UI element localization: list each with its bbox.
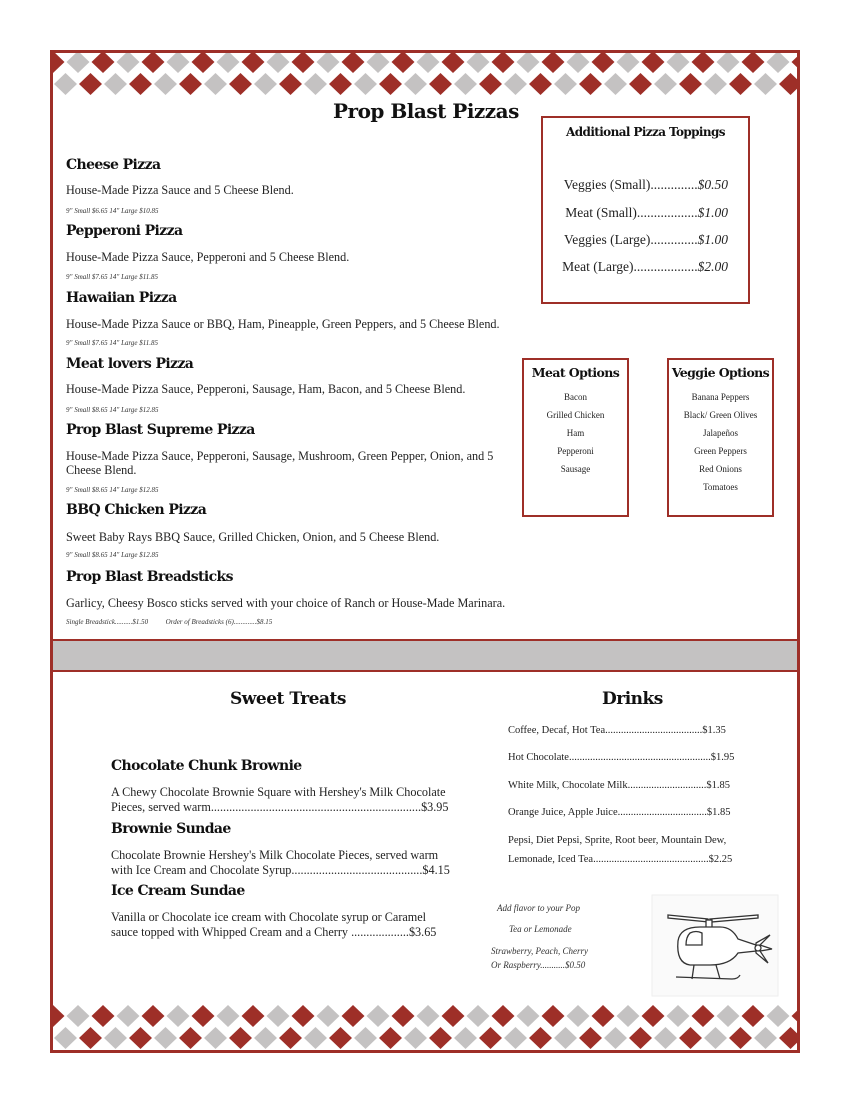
diamond-shape <box>354 73 377 95</box>
diamond-shape <box>204 1027 227 1049</box>
veggie-option: Black/ Green Olives <box>683 410 758 420</box>
drinks-title: Drinks <box>602 689 663 709</box>
diamond-shape <box>742 1005 765 1027</box>
diamond-shape <box>779 1027 797 1049</box>
meat-option: Pepperoni <box>557 446 594 456</box>
pizza-price: 9" Small $8.65 14" Large $12.85 <box>66 486 159 494</box>
meat-options-title: Meat Options <box>531 365 620 380</box>
topping-row <box>565 205 728 221</box>
diamond-shape <box>379 1027 402 1049</box>
bottom-diamond-band <box>53 1003 797 1050</box>
veggie-options-box <box>667 358 774 517</box>
diamond-shape <box>53 53 65 73</box>
diamond-shape <box>417 53 440 73</box>
diamond-shape <box>579 73 602 95</box>
drink-item: Hot Chocolate......................................................$1.95 <box>508 752 735 763</box>
diamond-shape <box>779 73 797 95</box>
flavor-note: Tea or Lemonade <box>509 924 572 934</box>
pizza-price: Single Breadstick..........$1.50 Order of Breadsticks (6).............$8.15 <box>66 618 273 626</box>
diamond-shape <box>754 73 777 95</box>
topping-row <box>562 259 728 275</box>
drink-item: White Milk, Chocolate Milk..............................$1.85 <box>508 780 730 791</box>
diamond-shape <box>204 73 227 95</box>
diamond-shape <box>242 53 265 73</box>
meat-option: Bacon <box>564 392 587 402</box>
diamond-shape <box>404 1027 427 1049</box>
diamond-shape <box>542 53 565 73</box>
diamond-shape <box>167 1005 190 1027</box>
diamond-shape <box>492 1005 515 1027</box>
diamond-shape <box>367 1005 390 1027</box>
diamond-shape <box>592 1005 615 1027</box>
sweet-name: Ice Cream Sundae <box>111 883 245 899</box>
flavor-note: Or Raspberry...........$0.50 <box>491 960 586 970</box>
diamond-shape <box>442 53 465 73</box>
diamond-shape <box>104 1027 127 1049</box>
diamond-shape <box>467 1005 490 1027</box>
diamond-shape <box>54 1027 77 1049</box>
meat-option: Grilled Chicken <box>546 410 605 420</box>
diamond-shape <box>79 73 102 95</box>
pizza-name: BBQ Chicken Pizza <box>66 502 207 518</box>
diamond-shape <box>729 1027 752 1049</box>
sweet-name: Brownie Sundae <box>111 821 231 837</box>
diamond-shape <box>67 53 90 73</box>
veggie-option: Jalapeños <box>703 428 738 438</box>
diamond-shape <box>542 1005 565 1027</box>
diamond-shape <box>179 73 202 95</box>
diamond-shape <box>217 53 240 73</box>
diamond-shape <box>329 73 352 95</box>
diamond-shape <box>142 1005 165 1027</box>
diamond-shape <box>229 1027 252 1049</box>
diamond-shape <box>192 53 215 73</box>
diamond-shape <box>504 73 527 95</box>
diamond-shape <box>717 1005 740 1027</box>
diamond-shape <box>604 73 627 95</box>
diamond-shape <box>179 1027 202 1049</box>
pizza-price: 9" Small $8.65 14" Large $12.85 <box>66 551 159 559</box>
pizza-desc: Garlicy, Cheesy Bosco sticks served with your choice of Ranch or House-Made Marinara. <box>66 596 506 610</box>
sweets-title: Sweet Treats <box>230 689 346 709</box>
sweet-desc-line: A Chewy Chocolate Brownie Square with Hershey's Milk Chocolate <box>111 785 446 799</box>
diamond-shape <box>117 1005 140 1027</box>
diamond-shape <box>242 1005 265 1027</box>
diamond-shape <box>329 1027 352 1049</box>
diamond-shape <box>117 53 140 73</box>
topping-price: $2.00 <box>697 259 728 274</box>
drink-item: Orange Juice, Apple Juice..................................$1.85 <box>508 807 731 818</box>
toppings-box <box>541 116 750 304</box>
topping-label: Meat (Large)................... <box>562 259 698 274</box>
pizza-name: Pepperoni Pizza <box>66 223 183 239</box>
pizza-desc: House-Made Pizza Sauce and 5 Cheese Blend. <box>66 183 294 197</box>
pizza-price: 9" Small $8.65 14" Large $12.85 <box>66 406 159 414</box>
diamond-shape <box>53 1005 65 1027</box>
topping-label: Veggies (Small).............. <box>563 177 698 192</box>
diamond-shape <box>129 73 152 95</box>
diamond-shape <box>304 1027 327 1049</box>
veggie-option: Tomatoes <box>703 482 738 492</box>
diamond-shape <box>642 53 665 73</box>
diamond-shape <box>367 53 390 73</box>
diamond-shape <box>692 53 715 73</box>
drink-item: Coffee, Decaf, Hot Tea.....................................$1.35 <box>508 725 726 736</box>
diamond-shape <box>154 1027 177 1049</box>
diamond-shape <box>104 73 127 95</box>
sweet-desc-line: Chocolate Brownie Hershey's Milk Chocolate Pieces, served warm <box>111 848 439 862</box>
diamond-shape <box>529 73 552 95</box>
diamond-shape <box>279 73 302 95</box>
diamond-shape <box>567 53 590 73</box>
diamond-shape <box>692 1005 715 1027</box>
diamond-shape <box>667 53 690 73</box>
diamond-shape <box>167 53 190 73</box>
diamond-shape <box>554 73 577 95</box>
flavor-note: Strawberry, Peach, Cherry <box>491 946 588 956</box>
diamond-shape <box>404 73 427 95</box>
pizza-price: 9" Small $6.65 14" Large $10.85 <box>66 207 159 215</box>
topping-row <box>564 177 728 193</box>
diamond-shape <box>342 1005 365 1027</box>
pizza-name: Hawaiian Pizza <box>66 290 177 306</box>
diamond-shape <box>679 1027 702 1049</box>
topping-row <box>564 232 728 248</box>
pizza-desc: House-Made Pizza Sauce or BBQ, Ham, Pineapple, Green Peppers, and 5 Cheese Blend. <box>66 317 500 331</box>
meat-option: Ham <box>566 428 585 438</box>
diamond-shape <box>229 73 252 95</box>
diamond-shape <box>517 1005 540 1027</box>
diamond-shape <box>679 73 702 95</box>
sweet-desc-line: Pieces, served warm.....................................................................$3.95 <box>111 800 449 814</box>
pizza-desc: House-Made Pizza Sauce, Pepperoni and 5 Cheese Blend. <box>66 250 350 264</box>
diamond-shape <box>254 1027 277 1049</box>
diamond-shape <box>629 1027 652 1049</box>
diamond-shape <box>454 1027 477 1049</box>
diamond-shape <box>279 1027 302 1049</box>
diamond-shape <box>617 53 640 73</box>
diamond-pattern-bottom <box>53 1003 797 1050</box>
diamond-shape <box>567 1005 590 1027</box>
diamond-shape <box>504 1027 527 1049</box>
topping-label: Veggies (Large).............. <box>564 232 698 247</box>
pizza-price: 9" Small $7.65 14" Large $11.85 <box>66 273 159 281</box>
diamond-shape <box>292 53 315 73</box>
diamond-shape <box>454 73 477 95</box>
diamond-shape <box>92 1005 115 1027</box>
diamond-pattern-top <box>53 53 797 95</box>
topping-price: $0.50 <box>697 177 728 192</box>
helicopter-icon <box>650 893 780 998</box>
pizza-price: 9" Small $7.65 14" Large $11.85 <box>66 339 159 347</box>
diamond-shape <box>392 1005 415 1027</box>
veggie-option: Banana Peppers <box>691 392 750 402</box>
flavor-note: Add flavor to your Pop <box>497 903 580 913</box>
diamond-shape <box>129 1027 152 1049</box>
drink-item: Lemonade, Iced Tea............................................$2.25 <box>508 854 733 865</box>
diamond-shape <box>654 73 677 95</box>
diamond-shape <box>342 53 365 73</box>
diamond-shape <box>379 73 402 95</box>
diamond-shape <box>292 1005 315 1027</box>
diamond-shape <box>717 53 740 73</box>
diamond-shape <box>704 1027 727 1049</box>
diamond-shape <box>529 1027 552 1049</box>
pizza-name: Prop Blast Breadsticks <box>66 569 233 585</box>
diamond-shape <box>792 1005 798 1027</box>
veggie-option: Red Onions <box>699 464 742 474</box>
veggie-option: Green Peppers <box>694 446 747 456</box>
diamond-shape <box>604 1027 627 1049</box>
pizza-name: Prop Blast Supreme Pizza <box>66 422 255 438</box>
diamond-shape <box>729 73 752 95</box>
diamond-shape <box>654 1027 677 1049</box>
toppings-title: Additional Pizza Toppings <box>566 125 725 139</box>
sweet-desc-line: sauce topped with Whipped Cream and a Cherry ...................$3.65 <box>111 925 437 939</box>
diamond-shape <box>492 53 515 73</box>
section-divider <box>53 639 797 672</box>
diamond-shape <box>67 1005 90 1027</box>
diamond-shape <box>592 53 615 73</box>
diamond-shape <box>704 73 727 95</box>
drink-item: Pepsi, Diet Pepsi, Sprite, Root beer, Mountain Dew, <box>508 835 727 846</box>
topping-price: $1.00 <box>697 232 728 247</box>
diamond-shape <box>767 53 790 73</box>
meat-option: Sausage <box>560 464 591 474</box>
diamond-shape <box>267 1005 290 1027</box>
diamond-shape <box>192 1005 215 1027</box>
topping-label: Meat (Small).................. <box>565 205 698 220</box>
meat-options-box <box>522 358 629 517</box>
sweet-desc-line: with Ice Cream and Chocolate Syrup...........................................$4.15 <box>111 863 450 877</box>
topping-price: $1.00 <box>697 205 728 220</box>
diamond-shape <box>554 1027 577 1049</box>
diamond-shape <box>742 53 765 73</box>
diamond-shape <box>642 1005 665 1027</box>
diamond-shape <box>79 1027 102 1049</box>
diamond-shape <box>417 1005 440 1027</box>
top-diamond-band <box>53 53 797 95</box>
diamond-shape <box>517 53 540 73</box>
pizza-name: Cheese Pizza <box>66 157 161 173</box>
diamond-shape <box>467 53 490 73</box>
diamond-shape <box>304 73 327 95</box>
diamond-shape <box>479 73 502 95</box>
pizza-name: Meat lovers Pizza <box>66 356 194 372</box>
diamond-shape <box>754 1027 777 1049</box>
diamond-shape <box>317 53 340 73</box>
diamond-shape <box>217 1005 240 1027</box>
pizza-desc: House-Made Pizza Sauce, Pepperoni, Sausage, Ham, Bacon, and 5 Cheese Blend. <box>66 382 466 396</box>
diamond-shape <box>792 53 798 73</box>
pizza-desc: Sweet Baby Rays BBQ Sauce, Grilled Chicken, Onion, and 5 Cheese Blend. <box>66 530 440 544</box>
diamond-shape <box>267 53 290 73</box>
diamond-shape <box>442 1005 465 1027</box>
diamond-shape <box>254 73 277 95</box>
diamond-shape <box>629 73 652 95</box>
diamond-shape <box>154 73 177 95</box>
sweet-name: Chocolate Chunk Brownie <box>111 758 302 774</box>
diamond-shape <box>142 53 165 73</box>
veggie-options-title: Veggie Options <box>671 365 770 380</box>
sweet-desc-line: Vanilla or Chocolate ice cream with Chocolate syrup or Caramel <box>111 910 427 924</box>
page-title: Prop Blast Pizzas <box>333 99 519 123</box>
diamond-shape <box>54 73 77 95</box>
diamond-shape <box>767 1005 790 1027</box>
diamond-shape <box>429 1027 452 1049</box>
diamond-shape <box>429 73 452 95</box>
diamond-shape <box>579 1027 602 1049</box>
diamond-shape <box>667 1005 690 1027</box>
diamond-shape <box>392 53 415 73</box>
diamond-shape <box>92 53 115 73</box>
diamond-shape <box>354 1027 377 1049</box>
diamond-shape <box>617 1005 640 1027</box>
diamond-shape <box>479 1027 502 1049</box>
diamond-shape <box>317 1005 340 1027</box>
pizza-desc: House-Made Pizza Sauce, Pepperoni, Sausage, Mushroom, Green Pepper, Onion, and 5 Cheese Blend. <box>66 449 494 477</box>
menu-frame <box>50 50 800 1053</box>
